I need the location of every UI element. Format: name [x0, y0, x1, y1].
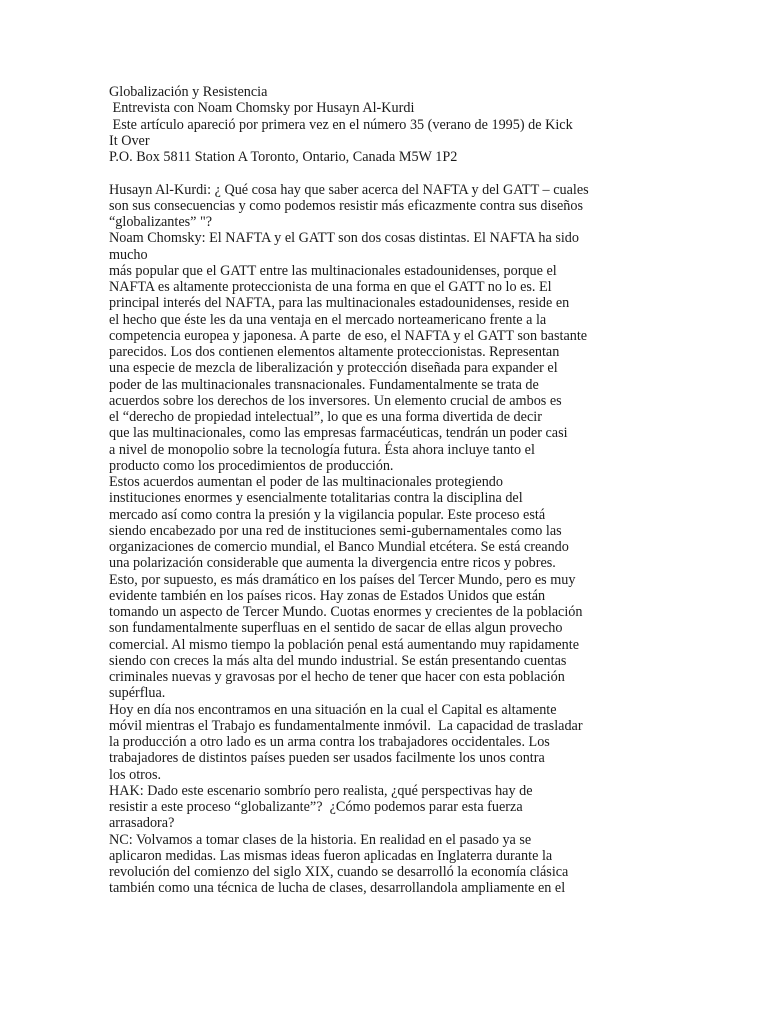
document-body — [109, 182, 649, 897]
body-text-line: HAK: Dado este escenario sombrío pero realista, ¿qué perspectivas hay de — [109, 782, 533, 799]
body-text-line: NC: Volvamos a tomar clases de la historia. En realidad en el pasado ya se — [109, 831, 532, 848]
body-text-line: poder de las multinacionales transnacionales. Fundamentalmente se trata de — [109, 376, 539, 393]
body-text-line: mercado así como contra la presión y la vigilancia popular. Este proceso está — [109, 506, 546, 523]
body-text-line: NAFTA es altamente proteccionista de una forma en que el GATT no lo es. El — [109, 279, 552, 295]
body-text-line: comercial. Al mismo tiempo la población penal está aumentando muy rapidamente — [109, 636, 580, 653]
body-text-line: competencia europea y japonesa. A parte de eso, el NAFTA y el GATT son bastante — [109, 327, 588, 344]
body-text-line: móvil mientras el Trabajo es fundamentalmente inmóvil. La capacidad de trasladar — [109, 717, 583, 734]
body-text-line: una especie de mezcla de liberalización y protección diseñada para expander el — [109, 360, 558, 377]
body-text-line: que las multinacionales, como las empresas farmacéuticas, tendrán un poder casi — [109, 425, 568, 442]
body-text-line: criminales nuevas y gravosas por el hecho de tener que hacer con esta población — [109, 669, 565, 685]
body-text-line: aplicaron medidas. Las mismas ideas fueron aplicadas en Inglaterra durante la — [109, 847, 553, 864]
body-text-line: son fundamentalmente superfluas en el sentido de sacar de ellas algun provecho — [109, 620, 563, 637]
body-text-line: Hoy en día nos encontramos en una situación en la cual el Capital es altamente — [109, 701, 557, 718]
body-text-line: Husayn Al-Kurdi: ¿ Qué cosa hay que saber acerca del NAFTA y del GATT – cuales — [109, 181, 589, 198]
body-text-line: la producción a otro lado es un arma contra los trabajadores occidentales. Los — [109, 734, 550, 750]
body-text-line: los otros. — [109, 766, 162, 783]
body-text-line: producto como los procedimientos de producción. — [109, 457, 394, 474]
body-text-line: mucho — [109, 246, 148, 263]
body-text-line: siendo encabezado por una red de instituciones semi-gubernamentales como las — [109, 522, 562, 539]
body-text-line: tomando un aspecto de Tercer Mundo. Cuotas enormes y crecientes de la población — [109, 604, 583, 620]
publication-note: Este artículo apareció por primera vez en el número 35 (verano de 1995) de Kick — [109, 116, 573, 133]
document-header — [109, 84, 649, 165]
body-text-line: resistir a este proceso “globalizante”? ¿Cómo podemos parar esta fuerza — [109, 799, 523, 815]
body-text-line: trabajadores de distintos países pueden ser usados facilmente los unos contra — [109, 750, 545, 767]
body-text-line: revolución del comienzo del siglo XIX, cuando se desarrolló la economía clásica — [109, 864, 569, 880]
document-subtitle: Entrevista con Noam Chomsky por Husayn Al-Kurdi — [109, 100, 415, 117]
publication-note: It Over — [109, 132, 150, 149]
body-text-line: Noam Chomsky: El NAFTA y el GATT son dos cosas distintas. El NAFTA ha sido — [109, 230, 579, 247]
body-text-line: instituciones enormes y esencialmente totalitarias contra la disciplina del — [109, 490, 523, 507]
body-text-line: principal interés del NAFTA, para las multinacionales estadounidenses, reside en — [109, 295, 570, 312]
body-text-line: “globalizantes” "? — [109, 214, 213, 230]
body-text-line: acuerdos sobre los derechos de los inversores. Un elemento crucial de ambos es — [109, 392, 562, 409]
body-text-line: evidente también en los países ricos. Hay zonas de Estados Unidos que están — [109, 587, 546, 604]
body-text-line: más popular que el GATT entre las multinacionales estadounidenses, porque el — [109, 262, 557, 279]
body-text-line: también como una técnica de lucha de clases, desarrollandola ampliamente en el — [109, 880, 566, 897]
body-text-line: una polarización considerable que aumenta la divergencia entre ricos y pobres. — [109, 555, 556, 572]
document-title: Globalización y Resistencia — [109, 84, 268, 100]
body-text-line: el “derecho de propiedad intelectual”, lo que es una forma divertida de decir — [109, 409, 542, 425]
body-text-line: el hecho que éste les da una ventaja en el mercado norteamericano frente a la — [109, 311, 547, 328]
publisher-address: P.O. Box 5811 Station A Toronto, Ontario, Canada M5W 1P2 — [109, 149, 458, 165]
body-text-line: parecidos. Los dos contienen elementos altamente proteccionistas. Representan — [109, 344, 560, 360]
body-text-line: Estos acuerdos aumentan el poder de las multinacionales protegiendo — [109, 474, 503, 490]
body-text-line: arrasadora? — [109, 815, 175, 832]
body-text-line: son sus consecuencias y como podemos resistir más eficazmente contra sus diseños — [109, 197, 583, 214]
paragraph-spacer — [109, 165, 649, 181]
body-text-line: Esto, por supuesto, es más dramático en los países del Tercer Mundo, pero es muy — [109, 571, 576, 588]
body-text-line: organizaciones de comercio mundial, el Banco Mundial etcétera. Se está creando — [109, 539, 569, 555]
document-page — [109, 84, 649, 897]
body-text-line: supérflua. — [109, 685, 166, 702]
body-text-line: a nivel de monopolio sobre la tecnología futura. Ésta ahora incluye tanto el — [109, 441, 535, 458]
body-text-line: siendo con creces la más alta del mundo industrial. Se están presentando cuentas — [109, 652, 567, 669]
